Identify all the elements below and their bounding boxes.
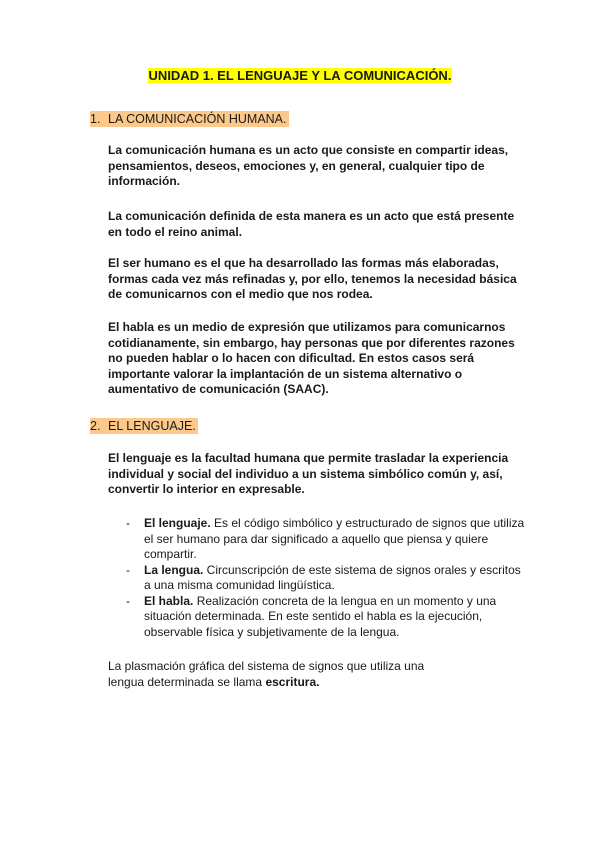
list-item <box>126 594 526 641</box>
section-heading-1 <box>90 111 289 127</box>
definition-text: Realización concreta de la lengua en un momento y una situación determinada. En este sentido el habla es la ejecución, observable física y subjetivamente de la lengua. <box>144 593 497 639</box>
section-heading-2 <box>90 418 198 434</box>
paragraph-1-4: El habla es un medio de expresión que utilizamos para comunicarnos cotidianamente, sin embargo, hay personas que por diferentes razones no pueden hablar o lo hacen con dificultad. En estos casos será importante valorar la implantación de un sistema alternativo o aumentativo de comunicación (SAAC). <box>108 320 515 396</box>
definition-term: El lenguaje. <box>144 516 211 530</box>
paragraph-2-intro: El lenguaje es la facultad humana que permite trasladar la experiencia individual y social del individuo a un sistema simbólico común y, así, convertir lo interior en expresable. <box>108 451 509 496</box>
closing-paragraph <box>108 659 438 690</box>
definition-term: La lengua. <box>144 562 204 577</box>
list-bullet: - <box>126 516 130 530</box>
paragraph-1-3: El ser humano es el que ha desarrollado las formas más elaboradas, formas cada vez más refinadas y, por ello, tenemos la necesidad básica de comunicarnos con el medio que nos rodea. <box>108 256 517 301</box>
definition-text: Circunscripción de este sistema de signos orales y escritos a una misma comunidad lingüística. <box>144 562 521 592</box>
list-item <box>126 563 526 594</box>
document-title-text: UNIDAD 1. EL LENGUAJE Y LA COMUNICACIÓN. <box>148 68 452 83</box>
section-title-1: LA COMUNICACIÓN HUMANA. <box>108 112 287 126</box>
closing-text: La plasmación gráfica del sistema de signos que utiliza una lengua determinada se llama <box>108 659 425 689</box>
closing-term: escritura. <box>265 674 320 689</box>
definitions-list <box>126 516 526 640</box>
definition-term: El habla. <box>144 593 194 608</box>
list-bullet: - <box>126 593 130 608</box>
section-heading-2-highlight <box>90 418 198 434</box>
paragraph-1-1: La comunicación humana es un acto que consiste en compartir ideas, pensamientos, deseos, emociones y, en general, cualquier tipo de información. <box>108 143 509 188</box>
section-number-2: 2. <box>90 419 101 433</box>
section-heading-1-highlight <box>90 111 289 127</box>
section-title-2: EL LENGUAJE. <box>108 419 196 433</box>
definition-text: Es el código simbólico y estructurado de signos que utiliza el ser humano para dar significado a aquello que piensa y quiere compartir. <box>144 516 525 561</box>
document-title <box>0 68 600 84</box>
section-number-1: 1. <box>90 112 101 126</box>
list-bullet: - <box>126 562 130 577</box>
list-item <box>126 516 526 563</box>
paragraph-1-2: La comunicación definida de esta manera es un acto que está presente en todo el reino animal. <box>108 209 515 239</box>
